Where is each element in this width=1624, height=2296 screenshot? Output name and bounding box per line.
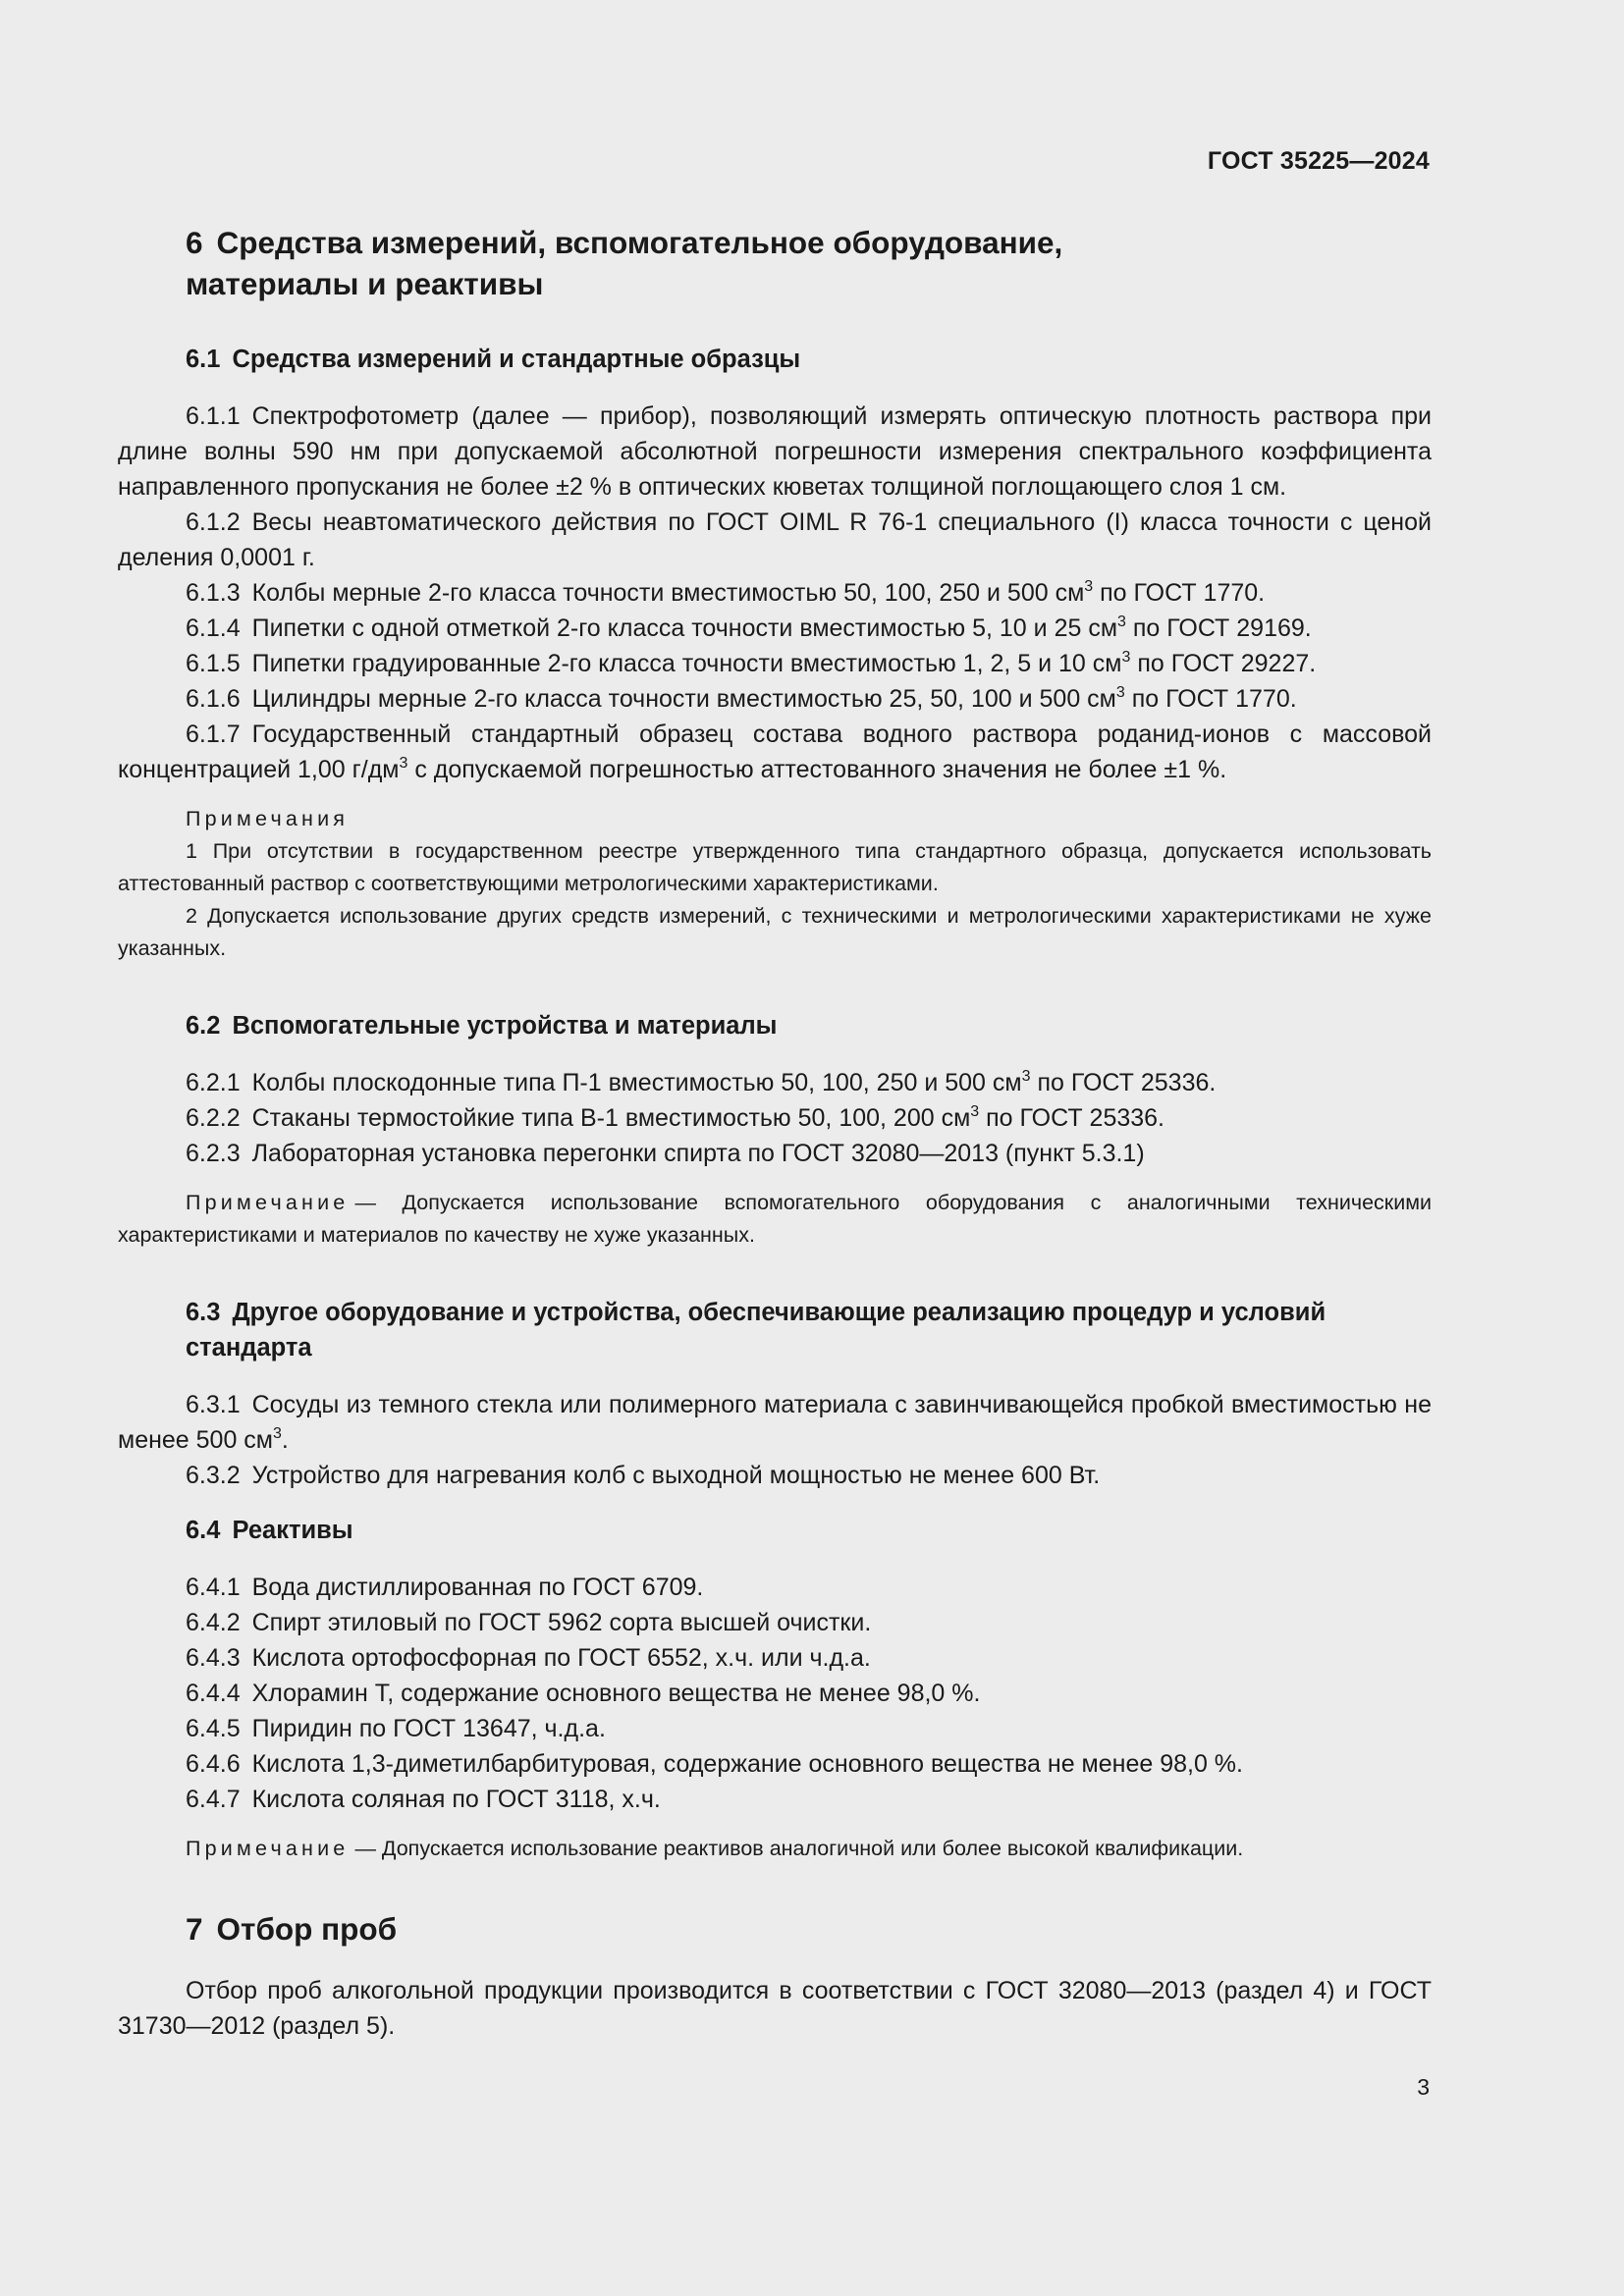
clause-6-4-5 [118,1711,1432,1746]
clause-text: Пипетки градуированные 2-го класса точности вместимостью 1, 2, 5 и 10 см [251,650,1122,677]
clause-6-4-1 [118,1570,1432,1605]
clause-6-1-5 [118,646,1432,681]
note-6-4 [118,1833,1432,1865]
clause-number: 6.4.5 [186,1715,241,1742]
clause-6-4-6 [118,1746,1432,1782]
clause-6-3-1 [118,1387,1432,1458]
clause-text-end: с допускаемой погрешностью аттестованного значения не более ±1 %. [407,756,1227,783]
subsection-title: Реактивы [232,1517,353,1544]
clause-text-end: . [281,1426,289,1454]
clause-text: Колбы мерные 2-го класса точности вместимостью 50, 100, 250 и 500 см [251,579,1085,607]
notes-label: Примечания [186,807,350,830]
clause-number: 6.1.7 [186,721,241,748]
clause-6-1-6 [118,681,1432,717]
superscript: 3 [1021,1068,1031,1085]
section-title: Средства измерений, вспомогательное оборудование, материалы и реактивы [186,225,1063,301]
clause-text: Весы неавтоматического действия по ГОСТ OIML R 76-1 специального (I) класса точности с ценой деления 0,0001 г. [118,508,1432,571]
note-label: Примечание [186,1191,350,1214]
clause-6-1-7 [118,717,1432,787]
subsection-number: 6.4 [186,1517,221,1544]
clause-text: Пипетки с одной отметкой 2-го класса точности вместимостью 5, 10 и 25 см [251,614,1118,642]
page-number: 3 [1417,2074,1430,2100]
section-number: 7 [186,1911,203,1947]
clause-text: Стаканы термостойкие типа В-1 вместимостью 50, 100, 200 см [251,1104,971,1132]
superscript: 3 [399,755,408,772]
clause-text: Сосуды из темного стекла или полимерного материала с завинчивающейся пробкой вместимостью не менее 500 см [118,1391,1432,1454]
clause-number: 6.3.2 [186,1462,241,1489]
section-7-heading [186,1908,1432,1949]
subsection-title: Вспомогательные устройства и материалы [232,1012,778,1040]
note-2: 2 Допускается использование других средств измерений, с техническими и метрологическими характеристиками не хуже указанных. [118,904,1432,960]
clause-6-2-2 [118,1100,1432,1136]
clause-number: 6.1.5 [186,650,241,677]
clause-text: Кислота 1,3-диметилбарбитуровая, содержание основного вещества не менее 98,0 %. [251,1750,1243,1778]
superscript: 3 [1121,649,1131,666]
clause-text-end: по ГОСТ 1770. [1124,685,1297,713]
clause-number: 6.1.2 [186,508,241,536]
clause-6-1-2 [118,505,1432,575]
superscript: 3 [1115,684,1125,701]
clause-number: 6.4.1 [186,1574,241,1601]
clause-6-2-1 [118,1065,1432,1100]
subsection-number: 6.2 [186,1012,221,1040]
clause-number: 6.1.3 [186,579,241,607]
clause-text: Спирт этиловый по ГОСТ 5962 сорта высшей очистки. [251,1609,872,1636]
clause-number: 6.1.6 [186,685,241,713]
clause-number: 6.4.2 [186,1609,241,1636]
note-text: — Допускается использование вспомогательного оборудования с аналогичными техническими характеристиками и материалов по качеству не хуже указанных. [118,1191,1432,1247]
clause-6-2-3 [118,1136,1432,1171]
section-6-heading [186,222,1148,304]
superscript: 3 [970,1103,980,1120]
section-title: Отбор проб [216,1911,398,1947]
subsection-6-3-heading [186,1295,1433,1365]
clause-text: Государственный стандартный образец состава водного раствора роданид-ионов с массовой концентрацией 1,00 г/дм [118,721,1432,783]
subsection-6-1-heading [186,342,1432,377]
clause-text-end: по ГОСТ 25336. [979,1104,1165,1132]
clause-number: 6.1.1 [186,402,241,430]
note-6-2 [118,1187,1432,1252]
clause-number: 6.2.3 [186,1140,241,1167]
clause-6-4-2 [118,1605,1432,1640]
subsection-title: Средства измерений и стандартные образцы [232,346,801,373]
clause-6-1-3 [118,575,1432,611]
clause-text: Хлорамин Т, содержание основного вещества не менее 98,0 %. [251,1680,981,1707]
clause-6-1-4 [118,611,1432,646]
subsection-number: 6.1 [186,346,221,373]
clause-6-3-2 [118,1458,1432,1493]
subsection-6-2-heading [186,1008,1432,1043]
superscript: 3 [1117,614,1126,630]
note-text: — Допускается использование реактивов аналогичной или более высокой квалификации. [354,1837,1244,1860]
section-number: 6 [186,225,203,260]
clause-number: 6.4.3 [186,1644,241,1672]
clause-6-4-4 [118,1676,1432,1711]
clause-text: Цилиндры мерные 2-го класса точности вместимостью 25, 50, 100 и 500 см [251,685,1116,713]
clause-text: Лабораторная установка перегонки спирта по ГОСТ 32080—2013 (пункт 5.3.1) [251,1140,1145,1167]
clause-text: Устройство для нагревания колб с выходной мощностью не менее 600 Вт. [251,1462,1101,1489]
section-7-text: Отбор проб алкогольной продукции производится в соответствии с ГОСТ 32080—2013 (раздел 4) и ГОСТ 31730—2012 (раздел 5). [118,1977,1432,2040]
clause-text: Колбы плоскодонные типа П-1 вместимостью 50, 100, 250 и 500 см [251,1069,1022,1096]
clause-text-end: по ГОСТ 29169. [1125,614,1312,642]
note-label: Примечание [186,1837,350,1860]
superscript: 3 [273,1425,282,1442]
clause-text: Кислота соляная по ГОСТ 3118, х.ч. [251,1786,661,1813]
superscript: 3 [1084,578,1094,595]
note-1: 1 При отсутствии в государственном реестре утвержденного типа стандартного образца, допускается использовать аттестованный раствор с соответствующими метрологическими характеристиками. [118,839,1432,895]
clause-text: Вода дистиллированная по ГОСТ 6709. [251,1574,704,1601]
clause-number: 6.4.4 [186,1680,241,1707]
clause-number: 6.4.7 [186,1786,241,1813]
clause-text: Кислота ортофосфорная по ГОСТ 6552, х.ч. или ч.д.а. [251,1644,871,1672]
clause-number: 6.1.4 [186,614,241,642]
clause-6-4-7 [118,1782,1432,1817]
clause-text-end: по ГОСТ 29227. [1130,650,1317,677]
clause-6-4-3 [118,1640,1432,1676]
clause-number: 6.4.6 [186,1750,241,1778]
page-content [118,222,1432,2044]
clause-number: 6.2.1 [186,1069,241,1096]
clause-number: 6.2.2 [186,1104,241,1132]
clause-text-end: по ГОСТ 25336. [1030,1069,1217,1096]
subsection-6-4-heading [186,1513,1432,1548]
clause-text: Спектрофотометр (далее — прибор), позволяющий измерять оптическую плотность раствора при длине волны 590 нм при допускаемой абсолютной погрешности измерения спектрального коэффициента направленного пропускания не более ±2 % в оптических кюветах толщиной поглощающего слоя 1 см. [118,402,1432,501]
subsection-number: 6.3 [186,1299,221,1326]
document-id: ГОСТ 35225—2024 [1207,147,1430,175]
clause-number: 6.3.1 [186,1391,241,1418]
clause-text-end: по ГОСТ 1770. [1093,579,1266,607]
clause-6-1-1 [118,399,1432,505]
subsection-title: Другое оборудование и устройства, обеспечивающие реализацию процедур и условий стандарта [186,1299,1326,1362]
clause-text: Пиридин по ГОСТ 13647, ч.д.а. [251,1715,606,1742]
